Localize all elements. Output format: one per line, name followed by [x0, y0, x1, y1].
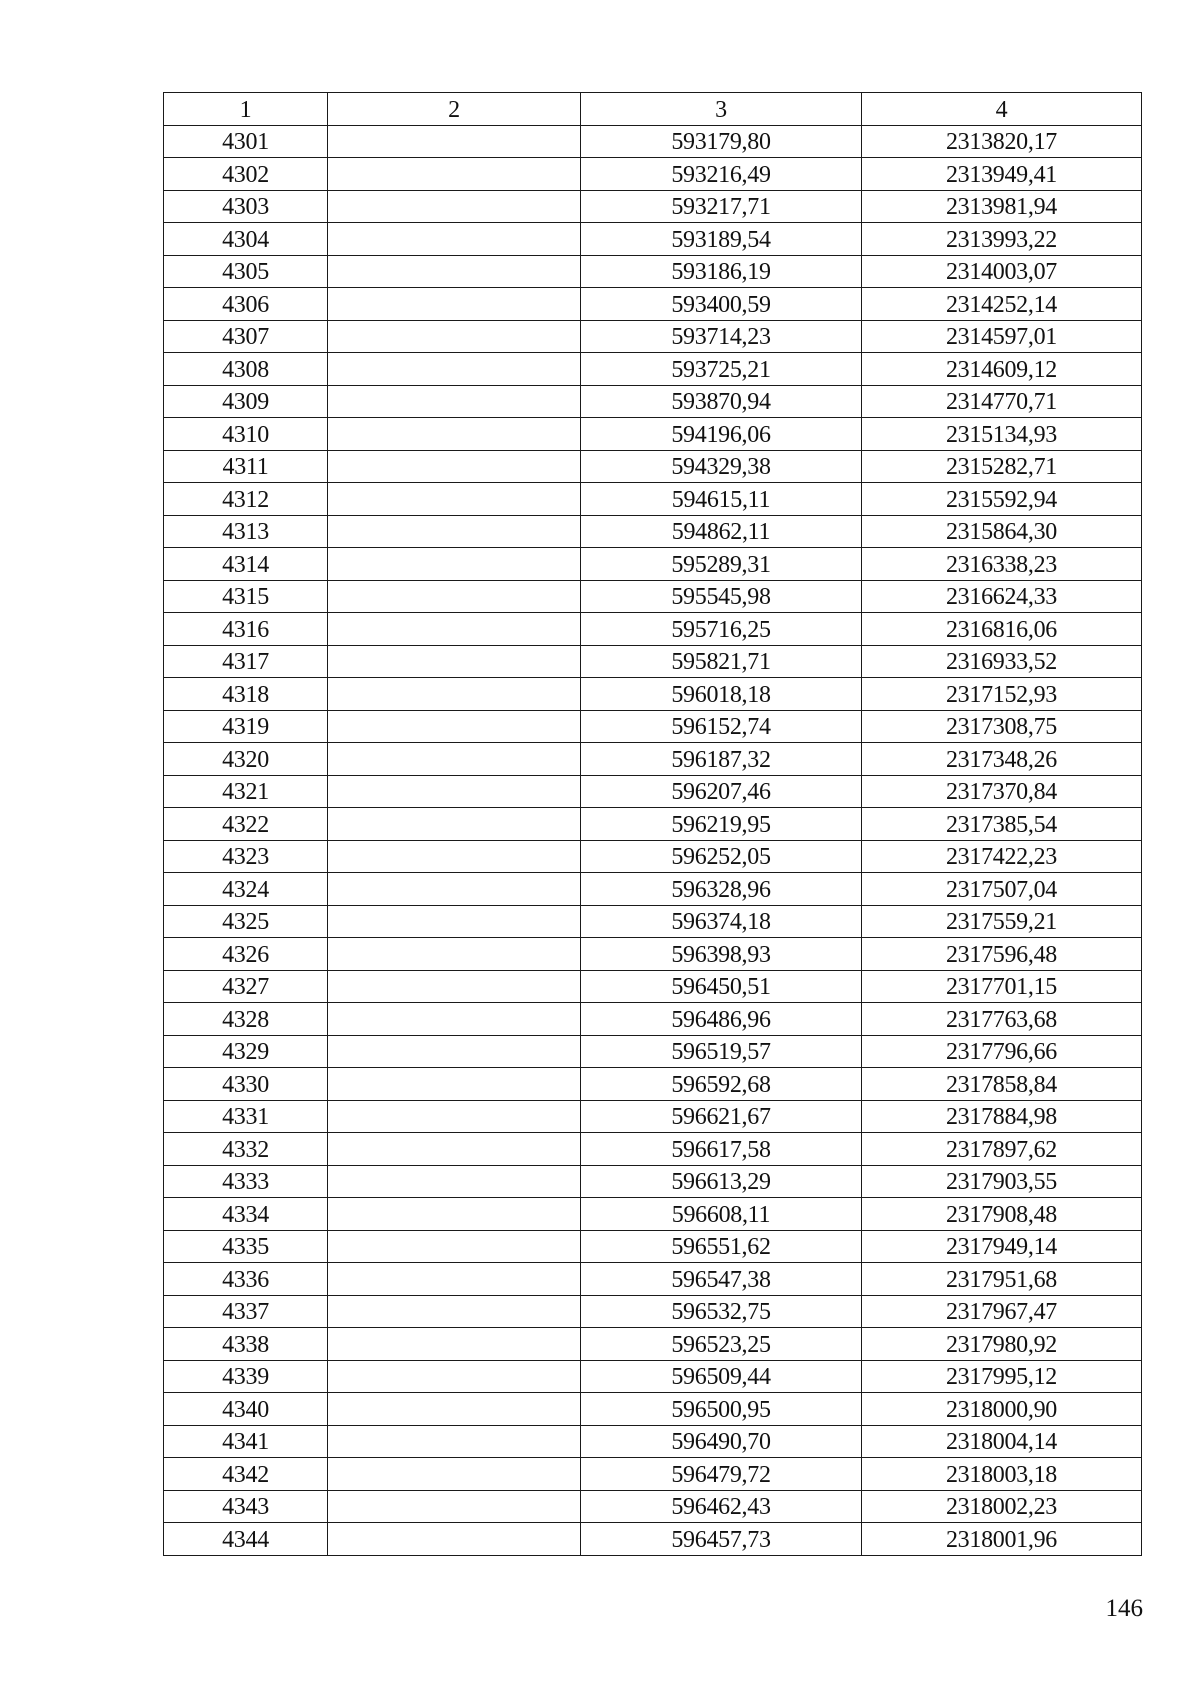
table-row — [164, 840, 1142, 873]
table-body — [164, 125, 1142, 1555]
table-cell-col-4: 2317422,23 — [862, 840, 1142, 873]
table-row — [164, 483, 1142, 516]
table-cell-col-2 — [328, 1490, 581, 1523]
table-cell-col-3: 596457,73 — [581, 1523, 862, 1556]
header-row — [164, 93, 1142, 126]
table-cell-col-4: 2318000,90 — [862, 1393, 1142, 1426]
table-cell-col-1: 4327 — [164, 970, 328, 1003]
table-cell-col-3: 593400,59 — [581, 288, 862, 321]
table-cell-col-4: 2317967,47 — [862, 1295, 1142, 1328]
table-cell-col-2 — [328, 1230, 581, 1263]
table-cell-col-4: 2314252,14 — [862, 288, 1142, 321]
table-cell-col-2 — [328, 775, 581, 808]
table-cell-col-2 — [328, 1035, 581, 1068]
table-cell-col-2 — [328, 418, 581, 451]
table-row — [164, 1068, 1142, 1101]
table-cell-col-2 — [328, 450, 581, 483]
table-cell-col-2 — [328, 1360, 581, 1393]
table-cell-col-4: 2317858,84 — [862, 1068, 1142, 1101]
table-row — [164, 1328, 1142, 1361]
table-cell-col-4: 2317370,84 — [862, 775, 1142, 808]
table-cell-col-3: 595821,71 — [581, 645, 862, 678]
table-cell-col-1: 4330 — [164, 1068, 328, 1101]
table-cell-col-1: 4329 — [164, 1035, 328, 1068]
table-cell-col-2 — [328, 320, 581, 353]
table-cell-col-3: 593179,80 — [581, 125, 862, 158]
table-cell-col-4: 2317980,92 — [862, 1328, 1142, 1361]
table-row — [164, 1133, 1142, 1166]
table-cell-col-4: 2317385,54 — [862, 808, 1142, 841]
table-cell-col-4: 2314770,71 — [862, 385, 1142, 418]
table-row — [164, 450, 1142, 483]
table-cell-col-4: 2317897,62 — [862, 1133, 1142, 1166]
table-cell-col-2 — [328, 1165, 581, 1198]
table-cell-col-1: 4342 — [164, 1458, 328, 1491]
table-cell-col-2 — [328, 255, 581, 288]
table-cell-col-4: 2317763,68 — [862, 1003, 1142, 1036]
table-row — [164, 970, 1142, 1003]
table-cell-col-2 — [328, 515, 581, 548]
table-cell-col-3: 594615,11 — [581, 483, 862, 516]
table-cell-col-3: 596374,18 — [581, 905, 862, 938]
table-row — [164, 190, 1142, 223]
table-row — [164, 1490, 1142, 1523]
table-row — [164, 1360, 1142, 1393]
table-cell-col-2 — [328, 190, 581, 223]
table-cell-col-2 — [328, 678, 581, 711]
table-cell-col-3: 596547,38 — [581, 1263, 862, 1296]
table-cell-col-4: 2315592,94 — [862, 483, 1142, 516]
table-row — [164, 385, 1142, 418]
table-cell-col-1: 4310 — [164, 418, 328, 451]
table-row — [164, 418, 1142, 451]
table-cell-col-4: 2316816,06 — [862, 613, 1142, 646]
table-cell-col-3: 595289,31 — [581, 548, 862, 581]
table-row — [164, 125, 1142, 158]
table-cell-col-4: 2317701,15 — [862, 970, 1142, 1003]
table-cell-col-4: 2317596,48 — [862, 938, 1142, 971]
table-cell-col-2 — [328, 873, 581, 906]
table-row — [164, 288, 1142, 321]
table-cell-col-2 — [328, 223, 581, 256]
table-cell-col-3: 596621,67 — [581, 1100, 862, 1133]
table-cell-col-4: 2316624,33 — [862, 580, 1142, 613]
table-cell-col-1: 4304 — [164, 223, 328, 256]
table-cell-col-3: 596532,75 — [581, 1295, 862, 1328]
table-cell-col-1: 4343 — [164, 1490, 328, 1523]
table-cell-col-1: 4313 — [164, 515, 328, 548]
table-row — [164, 1100, 1142, 1133]
table-cell-col-2 — [328, 1263, 581, 1296]
table-row — [164, 775, 1142, 808]
table-cell-col-2 — [328, 125, 581, 158]
table-cell-col-3: 596519,57 — [581, 1035, 862, 1068]
table-cell-col-1: 4320 — [164, 743, 328, 776]
table-row — [164, 1295, 1142, 1328]
table-cell-col-4: 2317796,66 — [862, 1035, 1142, 1068]
table-cell-col-1: 4311 — [164, 450, 328, 483]
table-cell-col-1: 4316 — [164, 613, 328, 646]
table-cell-col-4: 2314003,07 — [862, 255, 1142, 288]
table-cell-col-3: 594196,06 — [581, 418, 862, 451]
table-row — [164, 1425, 1142, 1458]
column-header-1: 1 — [164, 93, 328, 126]
table-cell-col-3: 593186,19 — [581, 255, 862, 288]
table-cell-col-3: 596328,96 — [581, 873, 862, 906]
table-cell-col-2 — [328, 613, 581, 646]
table-cell-col-1: 4341 — [164, 1425, 328, 1458]
table-cell-col-4: 2314597,01 — [862, 320, 1142, 353]
table-cell-col-1: 4317 — [164, 645, 328, 678]
table-row — [164, 158, 1142, 191]
table-cell-col-4: 2313949,41 — [862, 158, 1142, 191]
table-cell-col-1: 4312 — [164, 483, 328, 516]
table-cell-col-1: 4309 — [164, 385, 328, 418]
table-cell-col-2 — [328, 1100, 581, 1133]
table-cell-col-2 — [328, 1295, 581, 1328]
table-cell-col-1: 4302 — [164, 158, 328, 191]
table-cell-col-4: 2317903,55 — [862, 1165, 1142, 1198]
table-row — [164, 1263, 1142, 1296]
table-cell-col-3: 596152,74 — [581, 710, 862, 743]
table-cell-col-4: 2317884,98 — [862, 1100, 1142, 1133]
table-cell-col-3: 593870,94 — [581, 385, 862, 418]
table-cell-col-2 — [328, 938, 581, 971]
table-cell-col-3: 596462,43 — [581, 1490, 862, 1523]
table-cell-col-1: 4307 — [164, 320, 328, 353]
table-cell-col-3: 596252,05 — [581, 840, 862, 873]
table-cell-col-4: 2317507,04 — [862, 873, 1142, 906]
table-cell-col-2 — [328, 385, 581, 418]
table-cell-col-3: 596207,46 — [581, 775, 862, 808]
table-cell-col-4: 2316933,52 — [862, 645, 1142, 678]
table-cell-col-4: 2315864,30 — [862, 515, 1142, 548]
table-cell-col-3: 596500,95 — [581, 1393, 862, 1426]
table-row — [164, 873, 1142, 906]
table-cell-col-2 — [328, 158, 581, 191]
column-header-2: 2 — [328, 93, 581, 126]
table-cell-col-4: 2317949,14 — [862, 1230, 1142, 1263]
table-cell-col-3: 596018,18 — [581, 678, 862, 711]
table-cell-col-3: 593216,49 — [581, 158, 862, 191]
table-cell-col-1: 4301 — [164, 125, 328, 158]
table-cell-col-3: 595545,98 — [581, 580, 862, 613]
table-cell-col-2 — [328, 1328, 581, 1361]
table-row — [164, 223, 1142, 256]
table-cell-col-1: 4337 — [164, 1295, 328, 1328]
table-cell-col-1: 4333 — [164, 1165, 328, 1198]
table-cell-col-1: 4321 — [164, 775, 328, 808]
table-cell-col-3: 596486,96 — [581, 1003, 862, 1036]
table-row — [164, 678, 1142, 711]
table-cell-col-3: 593725,21 — [581, 353, 862, 386]
table-cell-col-4: 2317995,12 — [862, 1360, 1142, 1393]
table-cell-col-1: 4328 — [164, 1003, 328, 1036]
table-row — [164, 320, 1142, 353]
table-cell-col-1: 4323 — [164, 840, 328, 873]
table-cell-col-3: 596592,68 — [581, 1068, 862, 1101]
table-cell-col-4: 2317308,75 — [862, 710, 1142, 743]
table-row — [164, 255, 1142, 288]
table-cell-col-2 — [328, 580, 581, 613]
table-row — [164, 1198, 1142, 1231]
table-cell-col-3: 596490,70 — [581, 1425, 862, 1458]
table-cell-col-3: 596479,72 — [581, 1458, 862, 1491]
table-row — [164, 1165, 1142, 1198]
table-cell-col-2 — [328, 710, 581, 743]
table-cell-col-2 — [328, 1068, 581, 1101]
table-header — [164, 93, 1142, 126]
table-cell-col-2 — [328, 840, 581, 873]
table-cell-col-4: 2315282,71 — [862, 450, 1142, 483]
table-cell-col-3: 596617,58 — [581, 1133, 862, 1166]
table-cell-col-4: 2314609,12 — [862, 353, 1142, 386]
table-row — [164, 938, 1142, 971]
table-cell-col-3: 593217,71 — [581, 190, 862, 223]
table-cell-col-1: 4306 — [164, 288, 328, 321]
table-cell-col-4: 2317152,93 — [862, 678, 1142, 711]
table-cell-col-4: 2316338,23 — [862, 548, 1142, 581]
table-cell-col-2 — [328, 548, 581, 581]
table-cell-col-3: 596398,93 — [581, 938, 862, 971]
table-row — [164, 1003, 1142, 1036]
table-cell-col-1: 4331 — [164, 1100, 328, 1133]
table-cell-col-1: 4340 — [164, 1393, 328, 1426]
table-cell-col-4: 2313820,17 — [862, 125, 1142, 158]
table-cell-col-2 — [328, 743, 581, 776]
table-cell-col-4: 2318001,96 — [862, 1523, 1142, 1556]
table-cell-col-3: 594862,11 — [581, 515, 862, 548]
table-cell-col-4: 2317908,48 — [862, 1198, 1142, 1231]
table-cell-col-1: 4339 — [164, 1360, 328, 1393]
table-cell-col-3: 593714,23 — [581, 320, 862, 353]
table-cell-col-2 — [328, 1523, 581, 1556]
table-cell-col-4: 2317348,26 — [862, 743, 1142, 776]
table-cell-col-2 — [328, 1003, 581, 1036]
table-row — [164, 1393, 1142, 1426]
table-cell-col-3: 593189,54 — [581, 223, 862, 256]
table-cell-col-2 — [328, 1458, 581, 1491]
table-row — [164, 515, 1142, 548]
table-cell-col-1: 4344 — [164, 1523, 328, 1556]
column-header-4: 4 — [862, 93, 1142, 126]
table-cell-col-1: 4326 — [164, 938, 328, 971]
table-cell-col-3: 596523,25 — [581, 1328, 862, 1361]
table-cell-col-4: 2315134,93 — [862, 418, 1142, 451]
table-cell-col-1: 4332 — [164, 1133, 328, 1166]
table-row — [164, 613, 1142, 646]
table-cell-col-2 — [328, 1198, 581, 1231]
table-cell-col-1: 4322 — [164, 808, 328, 841]
table-cell-col-2 — [328, 645, 581, 678]
table-cell-col-3: 594329,38 — [581, 450, 862, 483]
table-row — [164, 1035, 1142, 1068]
table-cell-col-1: 4335 — [164, 1230, 328, 1263]
table-cell-col-1: 4338 — [164, 1328, 328, 1361]
table-row — [164, 1458, 1142, 1491]
table-cell-col-2 — [328, 1133, 581, 1166]
table-cell-col-3: 596450,51 — [581, 970, 862, 1003]
table-row — [164, 353, 1142, 386]
table-cell-col-2 — [328, 1393, 581, 1426]
table-row — [164, 905, 1142, 938]
table-row — [164, 743, 1142, 776]
table-cell-col-3: 596608,11 — [581, 1198, 862, 1231]
table-cell-col-4: 2317559,21 — [862, 905, 1142, 938]
coordinates-table — [163, 92, 1142, 1556]
table-cell-col-4: 2318004,14 — [862, 1425, 1142, 1458]
table-cell-col-1: 4336 — [164, 1263, 328, 1296]
table-cell-col-1: 4334 — [164, 1198, 328, 1231]
table-row — [164, 808, 1142, 841]
table-cell-col-2 — [328, 970, 581, 1003]
table-cell-col-2 — [328, 1425, 581, 1458]
table-row — [164, 580, 1142, 613]
table-cell-col-1: 4315 — [164, 580, 328, 613]
table-cell-col-1: 4308 — [164, 353, 328, 386]
table-cell-col-4: 2313981,94 — [862, 190, 1142, 223]
table-cell-col-3: 596613,29 — [581, 1165, 862, 1198]
table-cell-col-1: 4319 — [164, 710, 328, 743]
table-cell-col-4: 2317951,68 — [862, 1263, 1142, 1296]
table-cell-col-1: 4318 — [164, 678, 328, 711]
column-header-3: 3 — [581, 93, 862, 126]
table-cell-col-1: 4324 — [164, 873, 328, 906]
table-cell-col-2 — [328, 483, 581, 516]
table-cell-col-1: 4303 — [164, 190, 328, 223]
table-cell-col-2 — [328, 353, 581, 386]
table-cell-col-3: 595716,25 — [581, 613, 862, 646]
table-cell-col-1: 4314 — [164, 548, 328, 581]
table-cell-col-2 — [328, 905, 581, 938]
table-cell-col-3: 596551,62 — [581, 1230, 862, 1263]
table-row — [164, 645, 1142, 678]
table-row — [164, 1523, 1142, 1556]
table-cell-col-2 — [328, 808, 581, 841]
table-row — [164, 548, 1142, 581]
table-cell-col-4: 2313993,22 — [862, 223, 1142, 256]
table-row — [164, 1230, 1142, 1263]
table-cell-col-1: 4325 — [164, 905, 328, 938]
table-cell-col-4: 2318002,23 — [862, 1490, 1142, 1523]
table-cell-col-3: 596187,32 — [581, 743, 862, 776]
table-cell-col-1: 4305 — [164, 255, 328, 288]
table-cell-col-4: 2318003,18 — [862, 1458, 1142, 1491]
table-cell-col-3: 596219,95 — [581, 808, 862, 841]
page-number: 146 — [1105, 1595, 1143, 1622]
table-row — [164, 710, 1142, 743]
table-cell-col-3: 596509,44 — [581, 1360, 862, 1393]
table-cell-col-2 — [328, 288, 581, 321]
